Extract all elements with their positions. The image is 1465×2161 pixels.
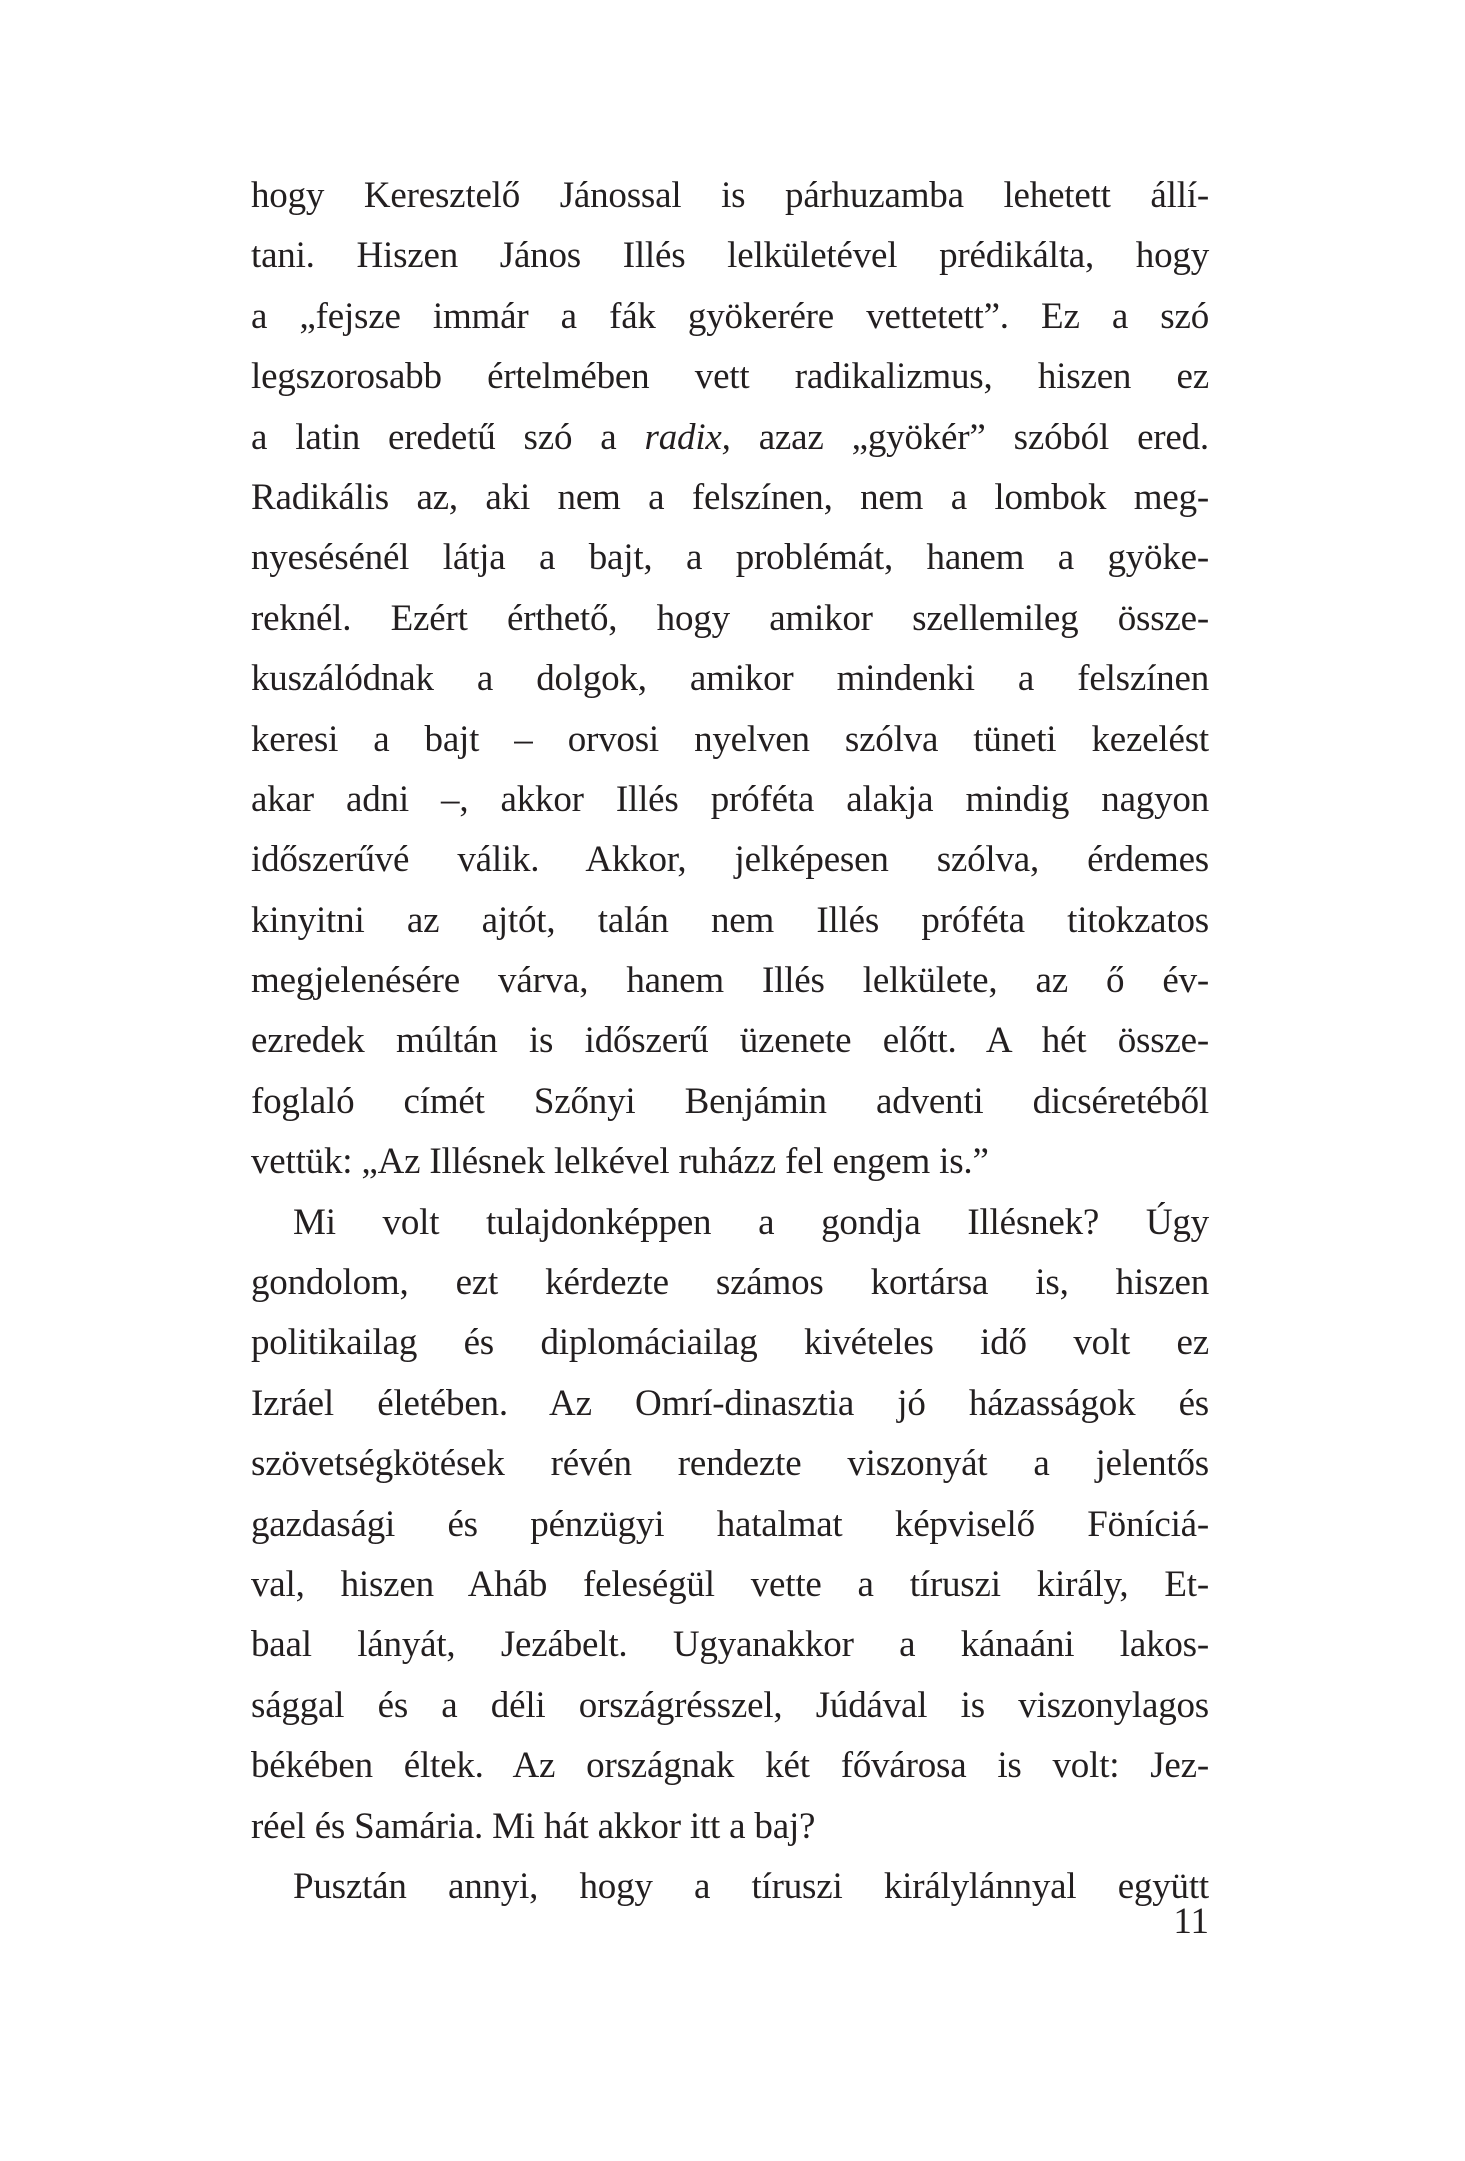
text-line: Mi volt tulajdonképpen a gondja Illésnek? Úgy <box>293 1201 1209 1243</box>
text-line: nyesésénél látja a bajt, a problémát, hanem a gyöke- <box>251 537 1209 579</box>
text-line: megjelenésére várva, hanem Illés lelkülete, az ő év- <box>251 960 1209 1002</box>
text-line <box>251 408 1209 468</box>
text-line: a „fejsze immár a fák gyökerére vettetett”. Ez a szó <box>251 295 1209 337</box>
text-line: Radikális az, aki nem a felszínen, nem a lombok meg- <box>251 476 1209 518</box>
text-line: időszerűvé válik. Akkor, jelképesen szólva, érdemes <box>251 839 1209 881</box>
text-line: réel és Samária. Mi hát akkor itt a baj? <box>251 1805 816 1847</box>
text-line: tani. Hiszen János Illés lelkületével prédikálta, hogy <box>251 235 1209 277</box>
text-line: sággal és a déli országrésszel, Júdával is viszonylagos <box>251 1684 1209 1726</box>
text-run: azaz „gyökér” szóból ered. <box>730 416 1209 458</box>
text-line: vettük: „Az Illésnek lelkével ruházz fel engem is.” <box>251 1141 989 1183</box>
text-line: gondolom, ezt kérdezte számos kortársa is, hiszen <box>251 1262 1209 1304</box>
italic-term: radix, <box>644 416 731 458</box>
text-line: ezredek múltán is időszerű üzenete előtt. A hét össze- <box>251 1020 1209 1062</box>
text-line: akar adni –, akkor Illés próféta alakja mindig nagyon <box>251 778 1209 820</box>
paragraph <box>251 166 1209 1193</box>
text-line: Pusztán annyi, hogy a tíruszi királylánnyal együtt <box>293 1865 1209 1907</box>
text-line: hogy Keresztelő Jánossal is párhuzamba lehetett állí- <box>251 175 1209 216</box>
text-line: baal lányát, Jezábelt. Ugyanakkor a kánaáni lakos- <box>251 1624 1209 1666</box>
text-line: legszorosabb értelmében vett radikalizmus, hiszen ez <box>251 356 1209 398</box>
text-line: keresi a bajt – orvosi nyelven szólva tüneti kezelést <box>251 718 1209 760</box>
text-line: kuszálódnak a dolgok, amikor mindenki a felszínen <box>251 658 1209 700</box>
text-run: a latin eredetű szó a <box>251 416 645 458</box>
text-line: reknél. Ezért érthető, hogy amikor szellemileg össze- <box>251 597 1209 639</box>
paragraph <box>251 1193 1209 1857</box>
text-line: békében éltek. Az országnak két fővárosa is volt: Jez- <box>251 1745 1209 1787</box>
text-line: kinyitni az ajtót, talán nem Illés próféta titokzatos <box>251 899 1209 941</box>
body-text <box>251 166 1209 1917</box>
paragraph <box>251 1857 1209 1917</box>
text-line: szövetségkötések révén rendezte viszonyát a jelentős <box>251 1443 1209 1485</box>
text-line: Izráel életében. Az Omrí-dinasztia jó házasságok és <box>251 1382 1209 1424</box>
text-line: politikailag és diplomáciailag kivételes idő volt ez <box>251 1322 1209 1364</box>
page-number: 11 <box>1173 1901 1209 1942</box>
text-line: gazdasági és pénzügyi hatalmat képviselő Föníciá- <box>251 1503 1209 1545</box>
text-line: val, hiszen Aháb feleségül vette a tíruszi király, Et- <box>251 1563 1209 1605</box>
text-line: foglaló címét Szőnyi Benjámin adventi dicséretéből <box>251 1080 1209 1122</box>
